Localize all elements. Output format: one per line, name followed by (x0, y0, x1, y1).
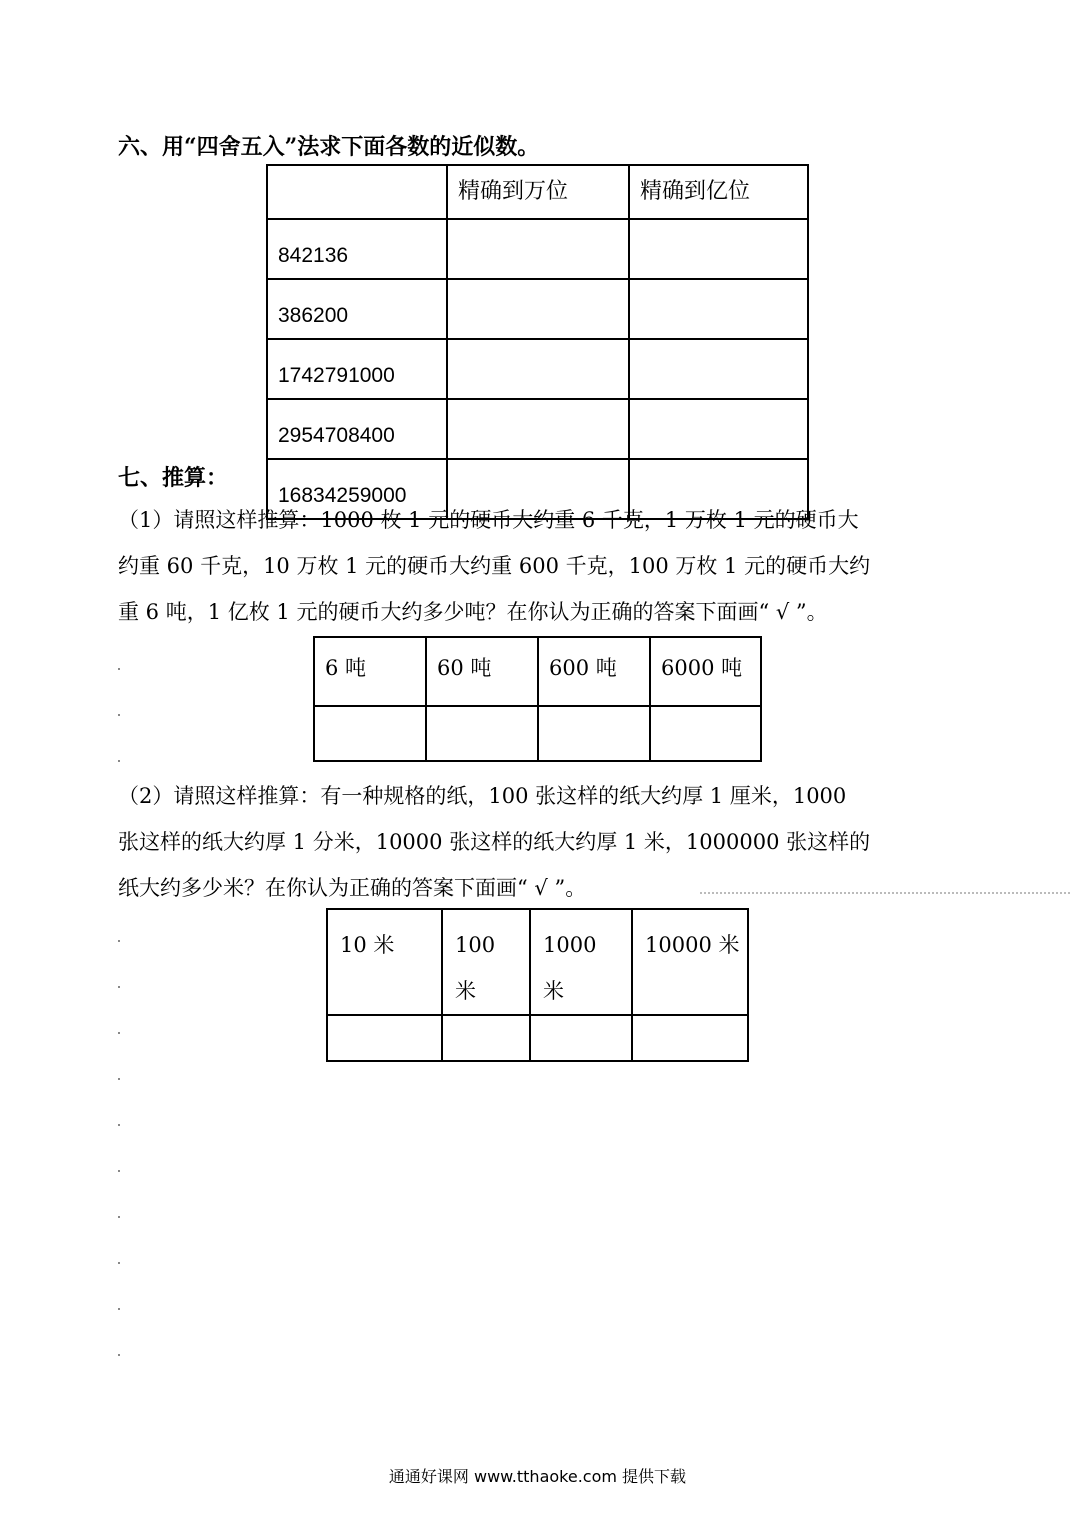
margin-mark (118, 1354, 120, 1356)
option-600-ton: 600 吨 (538, 637, 650, 706)
question-2-line: 纸大约多少米？在你认为正确的答案下面画“ √ ”。 (118, 876, 587, 900)
row-number: 2954708400 (267, 399, 447, 459)
header-cell-yi: 精确到亿位 (629, 165, 808, 219)
margin-mark (118, 1262, 120, 1264)
question-2-line: 张这样的纸大约厚 1 分米，10000 张这样的纸大约厚 1 米，1000000 张这样的 (118, 830, 871, 854)
option-10000-meter (632, 909, 748, 1015)
option-10-meter (327, 909, 442, 1015)
row-number: 1742791000 (267, 339, 447, 399)
question-1-line: 重 6 吨，1 亿枚 1 元的硬币大约多少吨？在你认为正确的答案下面画“ √ ”。 (118, 600, 828, 624)
option-text: 米 (543, 979, 564, 1003)
margin-mark (118, 668, 120, 670)
margin-mark (118, 1170, 120, 1172)
approximation-table (266, 164, 809, 520)
check-cell[interactable] (314, 706, 426, 761)
header-cell-blank (267, 165, 447, 219)
answer-cell-yi[interactable] (629, 399, 808, 459)
margin-mark (118, 1216, 120, 1218)
question-1-text (118, 497, 963, 635)
answer-cell-wan[interactable] (447, 399, 629, 459)
answer-cell-yi[interactable] (629, 219, 808, 279)
checkmark-row (327, 1015, 748, 1061)
row-number: 842136 (267, 219, 447, 279)
check-cell[interactable] (650, 706, 761, 761)
answer-cell-yi[interactable] (629, 339, 808, 399)
check-cell[interactable] (530, 1015, 632, 1061)
answer-cell-yi[interactable] (629, 279, 808, 339)
margin-mark (118, 1032, 120, 1034)
section6-heading: 六、用“四舍五入”法求下面各数的近似数。 (118, 134, 540, 160)
check-cell[interactable] (632, 1015, 748, 1061)
option-100-meter (442, 909, 530, 1015)
table-row (267, 279, 808, 339)
options-row (327, 909, 748, 1015)
option-text: 100 (455, 933, 496, 957)
paper-thickness-table (326, 908, 749, 1062)
table-row (267, 339, 808, 399)
option-text: 10000 米 (645, 933, 740, 957)
option-60-ton: 60 吨 (426, 637, 538, 706)
question-1-line: （1）请照这样推算：1000 枚 1 元的硬币大约重 6 千克，1 万枚 1 元的硬币大 (118, 508, 859, 532)
question-2-line: （2）请照这样推算：有一种规格的纸，100 张这样的纸大约厚 1 厘米，1000 (118, 784, 847, 808)
option-text: 1000 (543, 933, 597, 957)
margin-mark (118, 986, 120, 988)
coin-weight-table (313, 636, 762, 762)
option-6000-ton: 6000 吨 (650, 637, 761, 706)
margin-mark (118, 1078, 120, 1080)
table-header-row (267, 165, 808, 219)
question-2-text (118, 773, 963, 911)
option-1000-meter (530, 909, 632, 1015)
check-cell[interactable] (442, 1015, 530, 1061)
option-text: 10 米 (340, 933, 395, 957)
option-6-ton: 6 吨 (314, 637, 426, 706)
margin-mark (118, 940, 120, 942)
margin-mark (118, 760, 120, 762)
check-cell[interactable] (426, 706, 538, 761)
checkmark-row (314, 706, 761, 761)
dotted-leader (700, 892, 1070, 894)
footer-text: 通通好课网 www.tthaoke.com 提供下载 (388, 1467, 687, 1486)
margin-mark (118, 714, 120, 716)
row-number: 16834259000 (267, 459, 447, 519)
question-1-line: 约重 60 千克，10 万枚 1 元的硬币大约重 600 千克，100 万枚 1 元的硬币大约 (118, 554, 871, 578)
margin-mark (118, 1308, 120, 1310)
answer-cell-wan[interactable] (447, 219, 629, 279)
margin-mark (118, 1124, 120, 1126)
table-row (267, 219, 808, 279)
row-number: 386200 (267, 279, 447, 339)
answer-cell-wan[interactable] (447, 279, 629, 339)
header-cell-wan: 精确到万位 (447, 165, 629, 219)
table-row (267, 399, 808, 459)
answer-cell-wan[interactable] (447, 339, 629, 399)
section7-heading: 七、推算： (118, 465, 229, 491)
options-row (314, 637, 761, 706)
check-cell[interactable] (327, 1015, 442, 1061)
check-cell[interactable] (538, 706, 650, 761)
option-text: 米 (455, 979, 476, 1003)
